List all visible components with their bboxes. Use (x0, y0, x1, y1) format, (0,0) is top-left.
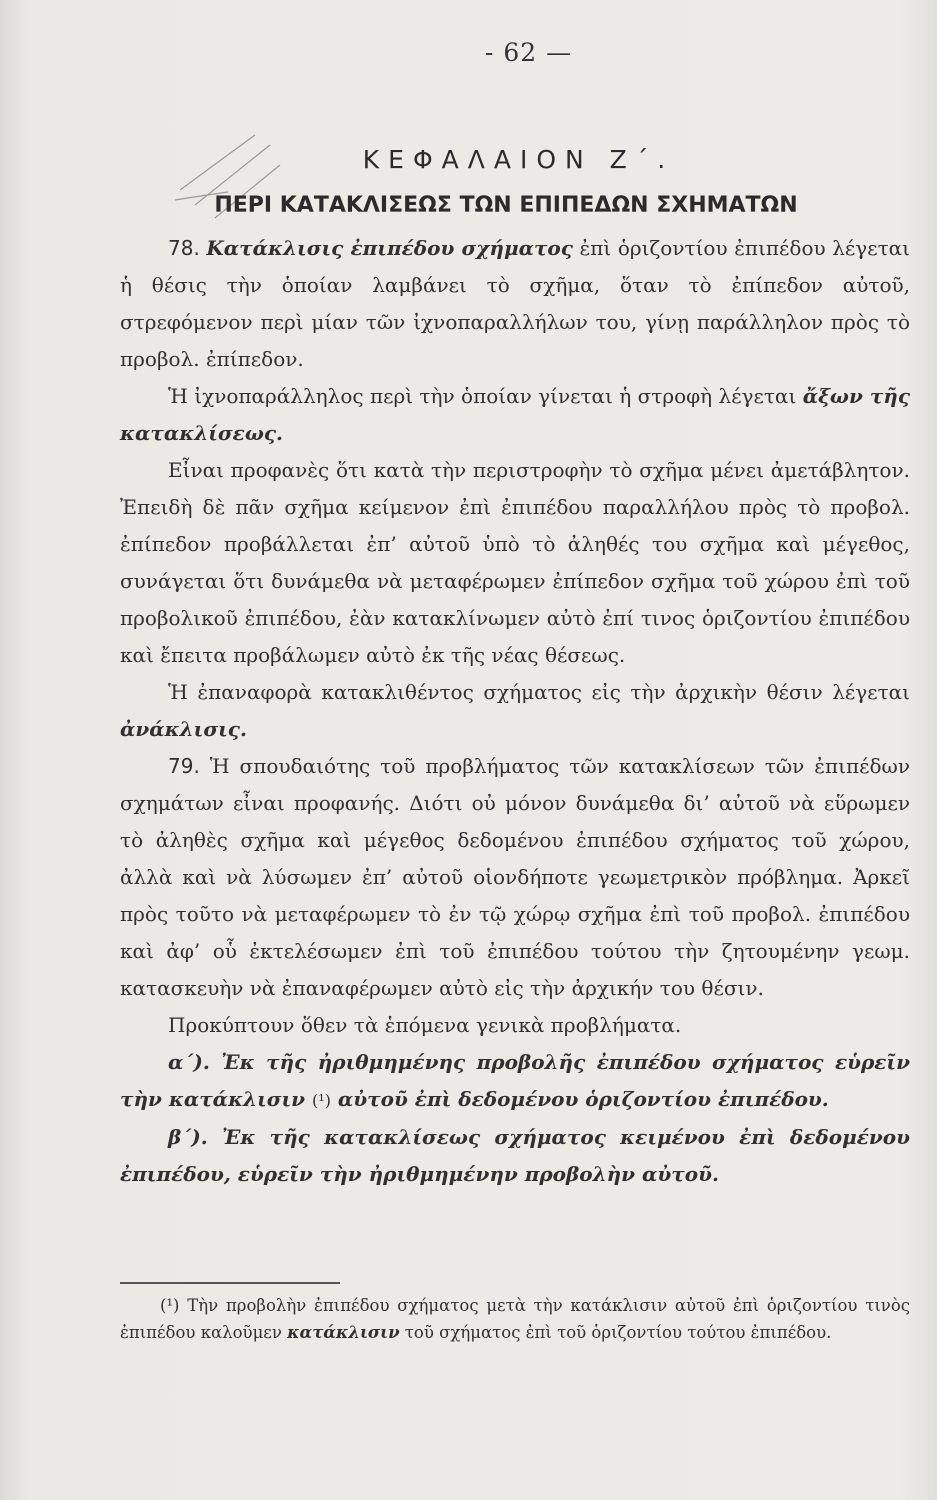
chapter-heading: ΚΕΦΑΛΑΙΟΝ Ζ΄. (362, 145, 675, 174)
paragraph-number: 79. (168, 754, 200, 778)
footnote-divider (120, 1282, 340, 1284)
paragraph-79 (120, 748, 910, 1007)
paragraph-axis (120, 378, 910, 452)
paragraph-text: Ἡ σπουδαιότης τοῦ προβλήματος τῶν κατακλίσεων τῶν ἐπιπέδων σχημάτων εἶναι προφανής. Διότι οὐ μόνον δυνάμεθα δι’ αὐτοῦ νὰ εὕρωμεν τὸ ἀληθὲς σχῆμα καὶ μέγεθος δεδομένου ἐπιπέδου σχήματος τοῦ χώρου, ἀλλὰ καὶ νὰ λύσωμεν ἐπ’ αὐτοῦ οἱονδήποτε γεωμετρικὸν πρόβλημα. Ἀρκεῖ πρὸς τοῦτο νὰ μεταφέρωμεν τὸ ἐν τῷ χώρῳ σχῆμα ἐπὶ τοῦ προβολ. ἐπιπέδου καὶ ἀφ’ οὗ ἐκτελέσωμεν ἐπὶ τοῦ ἐπιπέδου τούτου τὴν ζητουμένην γεωμ. κατασκευὴν νὰ ἐπαναφέρωμεν αὐτὸ εἰς τὴν ἀρχικήν του θέσιν. (120, 754, 910, 1000)
footnote-text: τοῦ σχήματος ἐπὶ τοῦ ὁριζοντίου τούτου ἐπιπέδου. (404, 1323, 832, 1342)
paragraph-78 (120, 230, 910, 378)
paragraph-anaklisis (120, 674, 910, 748)
definition-term: Κατάκλισις ἐπιπέδου σχήματος (206, 236, 573, 260)
definition-term: ἀνάκλισις. (120, 717, 247, 741)
paragraph-number: 78. (168, 236, 200, 260)
problem-b (120, 1119, 910, 1193)
paragraph-obvious (120, 452, 910, 674)
problem-a (120, 1044, 910, 1119)
problem-text: αὐτοῦ ἐπὶ δεδομένου ὁριζοντίου ἐπιπέδου. (337, 1087, 829, 1111)
footnote-text: Τὴν προβολὴν ἐπιπέδου σχήματος μετὰ τὴν κατάκλισιν αὐτοῦ ἐπὶ ὁριζοντίου τινὸς ἐπιπέδου καλοῦμεν (120, 1296, 910, 1342)
main-text (120, 230, 910, 1193)
problem-text: Ἐκ τῆς κατακλίσεως σχήματος κειμένου ἐπὶ δεδομένου ἐπιπέδου, εὑρεῖν τὴν ἠριθμημένην προβολὴν αὐτοῦ. (120, 1125, 911, 1186)
paragraph-text: Ἡ ἰχνοπαράλληλος περὶ τὴν ὁποίαν γίνεται ἡ στροφὴ λέγεται (168, 384, 797, 408)
paragraph-text: Εἶναι προφανὲς ὅτι κατὰ τὴν περιστροφὴν τὸ σχῆμα μένει ἀμετάβλητον. Ἐπειδὴ δὲ πᾶν σχῆμα κείμενον ἐπὶ ἐπιπέδου παραλλήλου πρὸς τὸ προβολ. ἐπίπεδον προβάλλεται ἐπ’ αὐτοῦ ὑπὸ τὸ ἀληθές του σχῆμα καὶ μέγεθος, συνάγεται ὅτι δυνάμεθα νὰ μεταφέρωμεν ἐπίπεδον σχῆμα τοῦ χώρου ἐπὶ τοῦ προβολικοῦ ἐπιπέδου, ἐὰν κατακλίνωμεν αὐτὸ ἐπί τινος ὁριζοντίου ἐπιπέδου καὶ ἔπειτα προβάλωμεν αὐτὸ ἐκ τῆς νέας θέσεως. (120, 458, 910, 667)
paragraph-text: Ἡ ἐπαναφορὰ κατακλιθέντος σχήματος εἰς τὴν ἀρχικὴν θέσιν λέγεται (168, 680, 910, 704)
paragraph-problems-intro: Προκύπτουν ὅθεν τὰ ἑπόμενα γενικὰ προβλήματα. (168, 1013, 682, 1037)
paragraph-text: ἐπὶ ὁριζοντίου ἐπιπέδου λέγεται ἡ θέσις τὴν ὁποίαν λαμβάνει τὸ σχῆμα, ὅταν τὸ ἐπίπεδον αὐτοῦ, στρεφόμενον περὶ μίαν τῶν ἰχνοπαραλλήλων του, γίνῃ παράλληλον πρὸς τὸ προβολ. ἐπίπεδον. (120, 236, 910, 371)
footnote-reference: (¹) (312, 1091, 331, 1110)
footnote-mark: (¹) (160, 1296, 180, 1315)
footnote-term: κατάκλισιν (287, 1323, 400, 1342)
definition-term: ἄξων τῆς κατακλίσεως. (120, 384, 911, 445)
page-number: - 62 — (484, 38, 573, 67)
problem-label: β΄). (168, 1125, 208, 1149)
chapter-subtitle: ΠΕΡΙ ΚΑΤΑΚΛΙΣΕΩΣ ΤΩΝ ΕΠΙΠΕΔΩΝ ΣΧΗΜΑΤΩΝ (214, 193, 798, 218)
footnote (120, 1292, 910, 1346)
problem-label: α΄). (168, 1050, 210, 1074)
problem-text: Ἐκ τῆς ἠριθμημένης προβολῆς ἐπιπέδου σχήματος εὑρεῖν τὴν κατάκλισιν (120, 1050, 910, 1111)
